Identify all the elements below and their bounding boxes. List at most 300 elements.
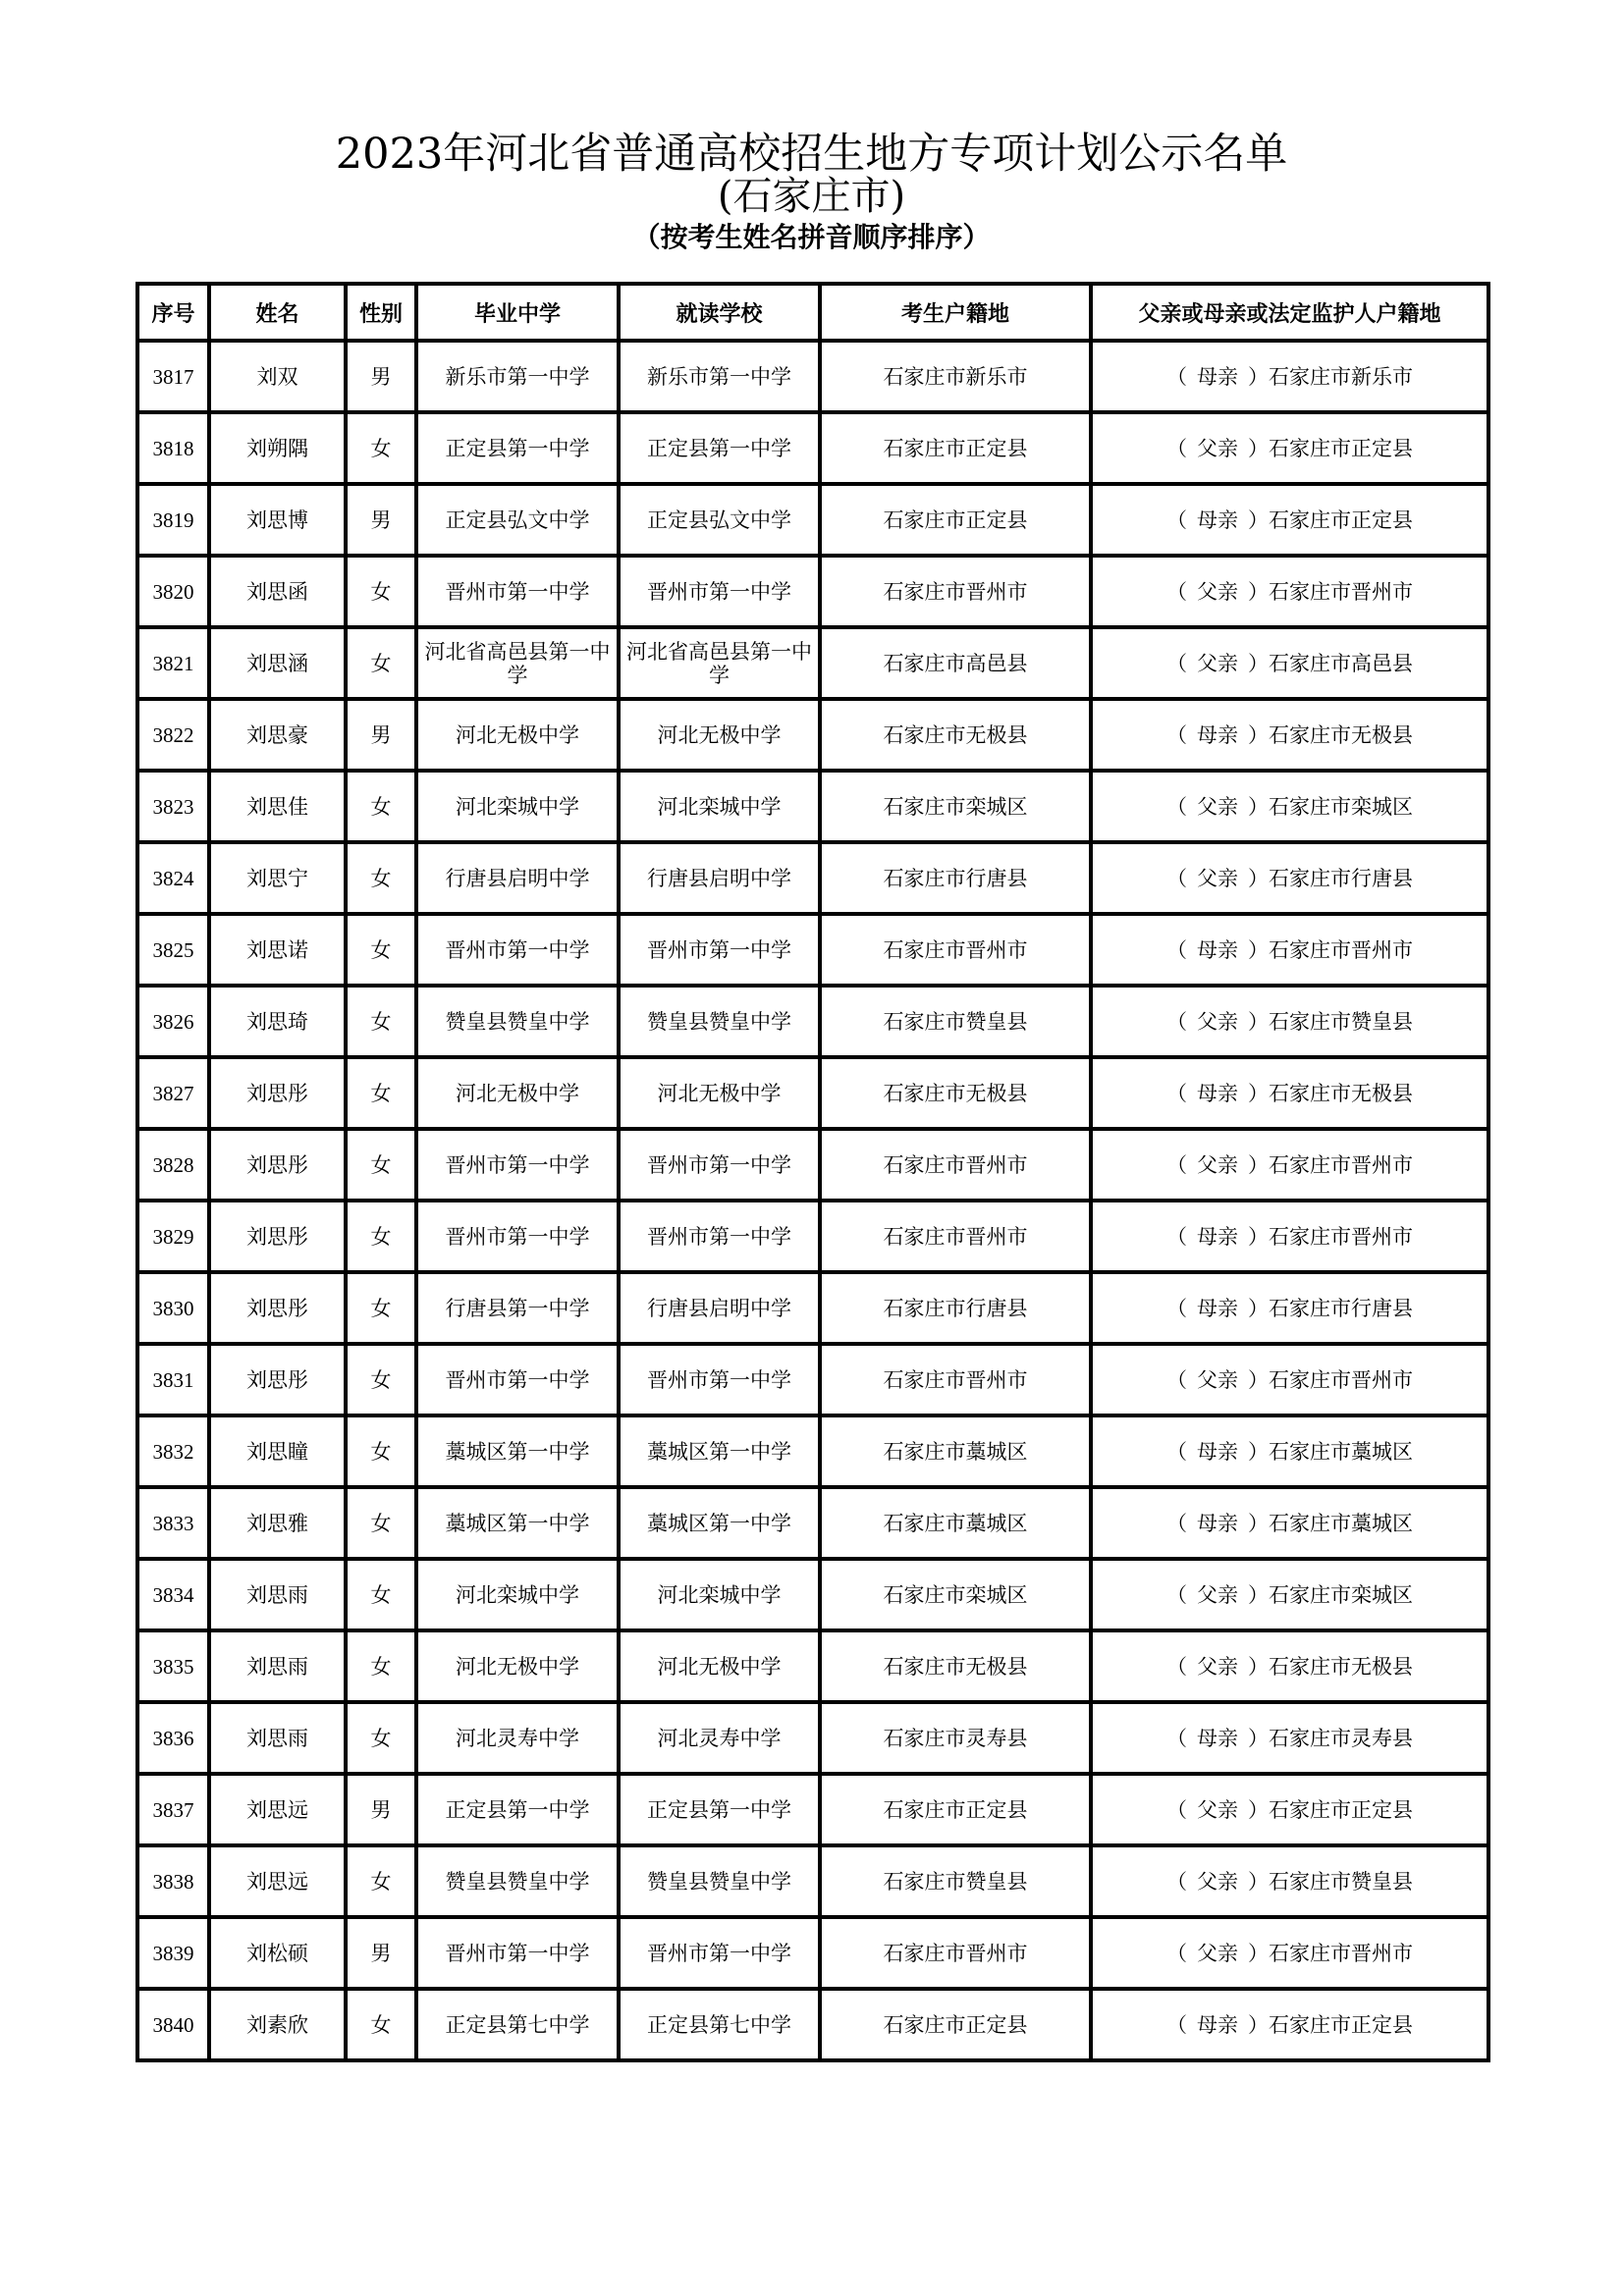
guardian-hukou-place: 石家庄市正定县 [1269, 507, 1413, 532]
cell-gender: 女 [346, 1487, 416, 1559]
guardian-hukou-place: 石家庄市无极县 [1269, 722, 1413, 747]
cell-hukou: 石家庄市高邑县 [820, 627, 1091, 699]
cell-name: 刘素欣 [209, 1989, 346, 2060]
cell-grad-school: 晋州市第一中学 [416, 1201, 619, 1272]
cell-gender: 女 [346, 1559, 416, 1630]
paren-open: （ [1166, 651, 1187, 675]
paren-close: ） [1248, 651, 1269, 675]
cell-name: 刘思豪 [209, 699, 346, 771]
cell-name: 刘思彤 [209, 1272, 346, 1344]
guardian-hukou-place: 石家庄市正定县 [1269, 1797, 1413, 1822]
cell-guardian-hukou [1091, 1129, 1488, 1201]
cell-hukou: 石家庄市赞皇县 [820, 986, 1091, 1057]
cell-gender: 女 [346, 986, 416, 1057]
cell-hukou: 石家庄市晋州市 [820, 1201, 1091, 1272]
paren-close: ） [1248, 1152, 1269, 1177]
guardian-hukou-place: 石家庄市无极县 [1269, 1654, 1413, 1679]
guardian-hukou-place: 石家庄市晋州市 [1269, 1224, 1413, 1249]
paren-open: （ [1166, 1152, 1187, 1177]
cell-hukou: 石家庄市行唐县 [820, 842, 1091, 914]
cell-grad-school: 晋州市第一中学 [416, 556, 619, 627]
guardian-hukou-place: 石家庄市行唐县 [1269, 1296, 1413, 1320]
column-header-gender: 性别 [346, 284, 416, 341]
cell-guardian-hukou [1091, 412, 1488, 484]
guardian-relation: 母亲 [1197, 937, 1238, 962]
guardian-relation: 父亲 [1197, 866, 1238, 890]
cell-gender: 女 [346, 1201, 416, 1272]
cell-current-school: 晋州市第一中学 [619, 914, 820, 986]
paren-open: （ [1166, 1582, 1187, 1607]
table-row [137, 986, 1488, 1057]
guardian-relation: 母亲 [1197, 1081, 1238, 1105]
table-row [137, 1559, 1488, 1630]
cell-hukou: 石家庄市栾城区 [820, 1559, 1091, 1630]
cell-name: 刘思诺 [209, 914, 346, 986]
cell-seq: 3839 [137, 1917, 209, 1989]
cell-name: 刘思涵 [209, 627, 346, 699]
table-row [137, 914, 1488, 986]
cell-hukou: 石家庄市无极县 [820, 1057, 1091, 1129]
cell-hukou: 石家庄市藁城区 [820, 1415, 1091, 1487]
cell-seq: 3837 [137, 1774, 209, 1845]
cell-hukou: 石家庄市灵寿县 [820, 1702, 1091, 1774]
cell-seq: 3827 [137, 1057, 209, 1129]
cell-seq: 3836 [137, 1702, 209, 1774]
cell-current-school: 晋州市第一中学 [619, 1129, 820, 1201]
cell-current-school: 河北栾城中学 [619, 1559, 820, 1630]
guardian-hukou-place: 石家庄市灵寿县 [1269, 1726, 1413, 1750]
cell-name: 刘思博 [209, 484, 346, 556]
table-row [137, 341, 1488, 412]
column-header-current-school: 就读学校 [619, 284, 820, 341]
cell-name: 刘思函 [209, 556, 346, 627]
cell-seq: 3829 [137, 1201, 209, 1272]
cell-gender: 女 [346, 556, 416, 627]
column-header-hukou: 考生户籍地 [820, 284, 1091, 341]
cell-gender: 女 [346, 412, 416, 484]
table-row [137, 1344, 1488, 1415]
cell-seq: 3819 [137, 484, 209, 556]
cell-gender: 男 [346, 1917, 416, 1989]
table-row [137, 1845, 1488, 1917]
cell-guardian-hukou [1091, 914, 1488, 986]
paren-open: （ [1166, 2012, 1187, 2037]
cell-gender: 男 [346, 699, 416, 771]
paren-close: ） [1248, 1367, 1269, 1392]
document-title: 2023年河北省普通高校招生地方专项计划公示名单 [335, 130, 1288, 179]
cell-current-school: 正定县第一中学 [619, 412, 820, 484]
column-header-name: 姓名 [209, 284, 346, 341]
column-header-seq: 序号 [137, 284, 209, 341]
cell-grad-school: 正定县第七中学 [416, 1989, 619, 2060]
cell-gender: 女 [346, 627, 416, 699]
cell-seq: 3821 [137, 627, 209, 699]
guardian-relation: 母亲 [1197, 364, 1238, 389]
guardian-relation: 母亲 [1197, 722, 1238, 747]
cell-grad-school: 新乐市第一中学 [416, 341, 619, 412]
cell-seq: 3828 [137, 1129, 209, 1201]
cell-seq: 3833 [137, 1487, 209, 1559]
cell-name: 刘思琦 [209, 986, 346, 1057]
cell-guardian-hukou [1091, 1917, 1488, 1989]
cell-name: 刘思远 [209, 1845, 346, 1917]
paren-open: （ [1166, 794, 1187, 819]
cell-hukou: 石家庄市无极县 [820, 699, 1091, 771]
cell-hukou: 石家庄市无极县 [820, 1630, 1091, 1702]
cell-name: 刘思宁 [209, 842, 346, 914]
cell-name: 刘朔隅 [209, 412, 346, 484]
cell-name: 刘松硕 [209, 1917, 346, 1989]
paren-close: ） [1248, 1296, 1269, 1320]
cell-hukou: 石家庄市晋州市 [820, 556, 1091, 627]
cell-guardian-hukou [1091, 842, 1488, 914]
cell-gender: 女 [346, 1415, 416, 1487]
paren-open: （ [1166, 937, 1187, 962]
paren-close: ） [1248, 364, 1269, 389]
paren-open: （ [1166, 1797, 1187, 1822]
cell-seq: 3826 [137, 986, 209, 1057]
cell-grad-school: 河北省高邑县第一中学 [416, 627, 619, 699]
paren-open: （ [1166, 364, 1187, 389]
cell-hukou: 石家庄市栾城区 [820, 771, 1091, 842]
cell-grad-school: 河北无极中学 [416, 1057, 619, 1129]
guardian-hukou-place: 石家庄市正定县 [1269, 436, 1413, 460]
cell-seq: 3817 [137, 341, 209, 412]
table-row [137, 1201, 1488, 1272]
cell-hukou: 石家庄市正定县 [820, 484, 1091, 556]
paren-open: （ [1166, 1009, 1187, 1034]
cell-hukou: 石家庄市行唐县 [820, 1272, 1091, 1344]
guardian-hukou-place: 石家庄市行唐县 [1269, 866, 1413, 890]
paren-open: （ [1166, 1224, 1187, 1249]
paren-close: ） [1248, 794, 1269, 819]
cell-grad-school: 河北栾城中学 [416, 1559, 619, 1630]
guardian-hukou-place: 石家庄市新乐市 [1269, 364, 1413, 389]
cell-guardian-hukou [1091, 1630, 1488, 1702]
cell-name: 刘思雅 [209, 1487, 346, 1559]
cell-current-school: 晋州市第一中学 [619, 1917, 820, 1989]
paren-open: （ [1166, 866, 1187, 890]
cell-grad-school: 藁城区第一中学 [416, 1415, 619, 1487]
cell-guardian-hukou [1091, 1272, 1488, 1344]
cell-current-school: 正定县第七中学 [619, 1989, 820, 2060]
cell-grad-school: 河北无极中学 [416, 699, 619, 771]
cell-grad-school: 赞皇县赞皇中学 [416, 986, 619, 1057]
table-row [137, 1129, 1488, 1201]
paren-open: （ [1166, 1439, 1187, 1464]
paren-open: （ [1166, 1511, 1187, 1535]
table-row [137, 484, 1488, 556]
guardian-relation: 母亲 [1197, 507, 1238, 532]
cell-seq: 3822 [137, 699, 209, 771]
paren-close: ） [1248, 2012, 1269, 2037]
guardian-relation: 父亲 [1197, 1654, 1238, 1679]
paren-close: ） [1248, 1797, 1269, 1822]
sort-order-note: （按考生姓名拼音顺序排序） [632, 221, 991, 253]
cell-guardian-hukou [1091, 341, 1488, 412]
paren-close: ） [1248, 1726, 1269, 1750]
document-subtitle-city: (石家庄市) [717, 174, 906, 219]
table-row [137, 556, 1488, 627]
cell-gender: 女 [346, 771, 416, 842]
paren-close: ） [1248, 937, 1269, 962]
table-row [137, 771, 1488, 842]
paren-close: ） [1248, 1081, 1269, 1105]
cell-name: 刘思雨 [209, 1630, 346, 1702]
cell-seq: 3823 [137, 771, 209, 842]
cell-grad-school: 正定县第一中学 [416, 1774, 619, 1845]
cell-guardian-hukou [1091, 1989, 1488, 2060]
cell-hukou: 石家庄市藁城区 [820, 1487, 1091, 1559]
cell-seq: 3824 [137, 842, 209, 914]
paren-open: （ [1166, 1726, 1187, 1750]
cell-grad-school: 晋州市第一中学 [416, 1344, 619, 1415]
cell-gender: 女 [346, 1272, 416, 1344]
cell-guardian-hukou [1091, 1702, 1488, 1774]
cell-grad-school: 行唐县启明中学 [416, 842, 619, 914]
guardian-hukou-place: 石家庄市赞皇县 [1269, 1009, 1413, 1034]
cell-hukou: 石家庄市赞皇县 [820, 1845, 1091, 1917]
cell-grad-school: 河北无极中学 [416, 1630, 619, 1702]
guardian-hukou-place: 石家庄市晋州市 [1269, 937, 1413, 962]
paren-open: （ [1166, 1941, 1187, 1965]
cell-name: 刘双 [209, 341, 346, 412]
guardian-hukou-place: 石家庄市晋州市 [1269, 1152, 1413, 1177]
paren-open: （ [1166, 1296, 1187, 1320]
cell-seq: 3830 [137, 1272, 209, 1344]
cell-guardian-hukou [1091, 771, 1488, 842]
paren-close: ） [1248, 1941, 1269, 1965]
cell-seq: 3832 [137, 1415, 209, 1487]
cell-gender: 女 [346, 1057, 416, 1129]
table-row [137, 699, 1488, 771]
cell-seq: 3840 [137, 1989, 209, 2060]
cell-current-school: 行唐县启明中学 [619, 842, 820, 914]
guardian-hukou-place: 石家庄市藁城区 [1269, 1511, 1413, 1535]
cell-current-school: 河北无极中学 [619, 1057, 820, 1129]
cell-gender: 男 [346, 1774, 416, 1845]
cell-name: 刘思彤 [209, 1201, 346, 1272]
paren-close: ） [1248, 1009, 1269, 1034]
table-row [137, 1989, 1488, 2060]
paren-close: ） [1248, 1224, 1269, 1249]
paren-close: ） [1248, 436, 1269, 460]
guardian-relation: 父亲 [1197, 1797, 1238, 1822]
cell-gender: 女 [346, 1845, 416, 1917]
table-row [137, 842, 1488, 914]
guardian-hukou-place: 石家庄市赞皇县 [1269, 1869, 1413, 1894]
cell-grad-school: 河北灵寿中学 [416, 1702, 619, 1774]
paren-close: ） [1248, 507, 1269, 532]
guardian-relation: 父亲 [1197, 1009, 1238, 1034]
cell-gender: 女 [346, 1702, 416, 1774]
guardian-relation: 母亲 [1197, 1296, 1238, 1320]
guardian-relation: 父亲 [1197, 651, 1238, 675]
cell-guardian-hukou [1091, 986, 1488, 1057]
paren-open: （ [1166, 1367, 1187, 1392]
guardian-hukou-place: 石家庄市无极县 [1269, 1081, 1413, 1105]
table-row [137, 1917, 1488, 1989]
guardian-relation: 母亲 [1197, 1224, 1238, 1249]
cell-gender: 男 [346, 341, 416, 412]
cell-hukou: 石家庄市晋州市 [820, 1917, 1091, 1989]
cell-hukou: 石家庄市晋州市 [820, 1129, 1091, 1201]
cell-gender: 女 [346, 1129, 416, 1201]
table-row [137, 1415, 1488, 1487]
cell-current-school: 行唐县启明中学 [619, 1272, 820, 1344]
table-row [137, 1272, 1488, 1344]
cell-guardian-hukou [1091, 627, 1488, 699]
cell-guardian-hukou [1091, 484, 1488, 556]
guardian-hukou-place: 石家庄市高邑县 [1269, 651, 1413, 675]
guardian-relation: 母亲 [1197, 1511, 1238, 1535]
cell-guardian-hukou [1091, 1201, 1488, 1272]
cell-grad-school: 正定县第一中学 [416, 412, 619, 484]
cell-current-school: 赞皇县赞皇中学 [619, 1845, 820, 1917]
paren-open: （ [1166, 722, 1187, 747]
guardian-relation: 父亲 [1197, 794, 1238, 819]
guardian-relation: 父亲 [1197, 1152, 1238, 1177]
cell-guardian-hukou [1091, 1774, 1488, 1845]
guardian-hukou-place: 石家庄市晋州市 [1269, 1367, 1413, 1392]
cell-hukou: 石家庄市晋州市 [820, 914, 1091, 986]
cell-gender: 女 [346, 914, 416, 986]
guardian-relation: 父亲 [1197, 579, 1238, 604]
cell-seq: 3831 [137, 1344, 209, 1415]
guardian-relation: 父亲 [1197, 1582, 1238, 1607]
cell-current-school: 河北栾城中学 [619, 771, 820, 842]
cell-grad-school: 赞皇县赞皇中学 [416, 1845, 619, 1917]
paren-close: ） [1248, 1582, 1269, 1607]
cell-name: 刘思彤 [209, 1129, 346, 1201]
paren-open: （ [1166, 507, 1187, 532]
admission-roster-table [135, 282, 1490, 2062]
column-header-guardian-hukou: 父亲或母亲或法定监护人户籍地 [1091, 284, 1488, 341]
cell-seq: 3835 [137, 1630, 209, 1702]
cell-current-school: 藁城区第一中学 [619, 1415, 820, 1487]
table-header-row [137, 284, 1488, 341]
cell-hukou: 石家庄市正定县 [820, 1774, 1091, 1845]
cell-seq: 3818 [137, 412, 209, 484]
cell-hukou: 石家庄市晋州市 [820, 1344, 1091, 1415]
cell-gender: 男 [346, 484, 416, 556]
guardian-hukou-place: 石家庄市晋州市 [1269, 579, 1413, 604]
cell-name: 刘思彤 [209, 1344, 346, 1415]
cell-guardian-hukou [1091, 1845, 1488, 1917]
paren-close: ） [1248, 866, 1269, 890]
cell-name: 刘思远 [209, 1774, 346, 1845]
cell-seq: 3838 [137, 1845, 209, 1917]
guardian-relation: 母亲 [1197, 1439, 1238, 1464]
cell-grad-school: 藁城区第一中学 [416, 1487, 619, 1559]
column-header-grad-school: 毕业中学 [416, 284, 619, 341]
cell-name: 刘思彤 [209, 1057, 346, 1129]
cell-current-school: 晋州市第一中学 [619, 1201, 820, 1272]
paren-open: （ [1166, 436, 1187, 460]
cell-guardian-hukou [1091, 1559, 1488, 1630]
cell-hukou: 石家庄市正定县 [820, 1989, 1091, 2060]
cell-gender: 女 [346, 1630, 416, 1702]
paren-close: ） [1248, 1869, 1269, 1894]
cell-guardian-hukou [1091, 1057, 1488, 1129]
cell-name: 刘思雨 [209, 1702, 346, 1774]
guardian-relation: 母亲 [1197, 1726, 1238, 1750]
cell-name: 刘思瞳 [209, 1415, 346, 1487]
cell-current-school: 河北灵寿中学 [619, 1702, 820, 1774]
cell-hukou: 石家庄市正定县 [820, 412, 1091, 484]
cell-current-school: 藁城区第一中学 [619, 1487, 820, 1559]
cell-gender: 女 [346, 1344, 416, 1415]
guardian-relation: 父亲 [1197, 1941, 1238, 1965]
paren-open: （ [1166, 579, 1187, 604]
table-row [137, 1630, 1488, 1702]
table-row [137, 1774, 1488, 1845]
cell-grad-school: 晋州市第一中学 [416, 914, 619, 986]
cell-grad-school: 行唐县第一中学 [416, 1272, 619, 1344]
cell-grad-school: 晋州市第一中学 [416, 1129, 619, 1201]
cell-guardian-hukou [1091, 556, 1488, 627]
table-row [137, 627, 1488, 699]
cell-gender: 女 [346, 842, 416, 914]
guardian-relation: 父亲 [1197, 1367, 1238, 1392]
table-row [137, 412, 1488, 484]
cell-current-school: 赞皇县赞皇中学 [619, 986, 820, 1057]
cell-current-school: 河北无极中学 [619, 699, 820, 771]
cell-current-school: 河北省高邑县第一中学 [619, 627, 820, 699]
cell-seq: 3820 [137, 556, 209, 627]
table-row [137, 1057, 1488, 1129]
cell-current-school: 正定县弘文中学 [619, 484, 820, 556]
cell-current-school: 正定县第一中学 [619, 1774, 820, 1845]
guardian-relation: 父亲 [1197, 436, 1238, 460]
cell-current-school: 晋州市第一中学 [619, 556, 820, 627]
cell-seq: 3825 [137, 914, 209, 986]
cell-name: 刘思雨 [209, 1559, 346, 1630]
cell-guardian-hukou [1091, 1344, 1488, 1415]
cell-current-school: 新乐市第一中学 [619, 341, 820, 412]
cell-grad-school: 晋州市第一中学 [416, 1917, 619, 1989]
table-row [137, 1702, 1488, 1774]
paren-close: ） [1248, 579, 1269, 604]
cell-name: 刘思佳 [209, 771, 346, 842]
cell-grad-school: 正定县弘文中学 [416, 484, 619, 556]
cell-grad-school: 河北栾城中学 [416, 771, 619, 842]
guardian-relation: 父亲 [1197, 1869, 1238, 1894]
guardian-hukou-place: 石家庄市正定县 [1269, 2012, 1413, 2037]
guardian-hukou-place: 石家庄市藁城区 [1269, 1439, 1413, 1464]
paren-open: （ [1166, 1869, 1187, 1894]
guardian-hukou-place: 石家庄市栾城区 [1269, 794, 1413, 819]
table-body [137, 341, 1488, 2060]
cell-guardian-hukou [1091, 699, 1488, 771]
paren-close: ） [1248, 1511, 1269, 1535]
cell-current-school: 晋州市第一中学 [619, 1344, 820, 1415]
cell-gender: 女 [346, 1989, 416, 2060]
cell-seq: 3834 [137, 1559, 209, 1630]
paren-open: （ [1166, 1654, 1187, 1679]
cell-hukou: 石家庄市新乐市 [820, 341, 1091, 412]
paren-close: ） [1248, 1654, 1269, 1679]
paren-close: ） [1248, 1439, 1269, 1464]
guardian-hukou-place: 石家庄市栾城区 [1269, 1582, 1413, 1607]
guardian-hukou-place: 石家庄市晋州市 [1269, 1941, 1413, 1965]
cell-current-school: 河北无极中学 [619, 1630, 820, 1702]
paren-open: （ [1166, 1081, 1187, 1105]
paren-close: ） [1248, 722, 1269, 747]
guardian-relation: 母亲 [1197, 2012, 1238, 2037]
cell-guardian-hukou [1091, 1487, 1488, 1559]
table-row [137, 1487, 1488, 1559]
